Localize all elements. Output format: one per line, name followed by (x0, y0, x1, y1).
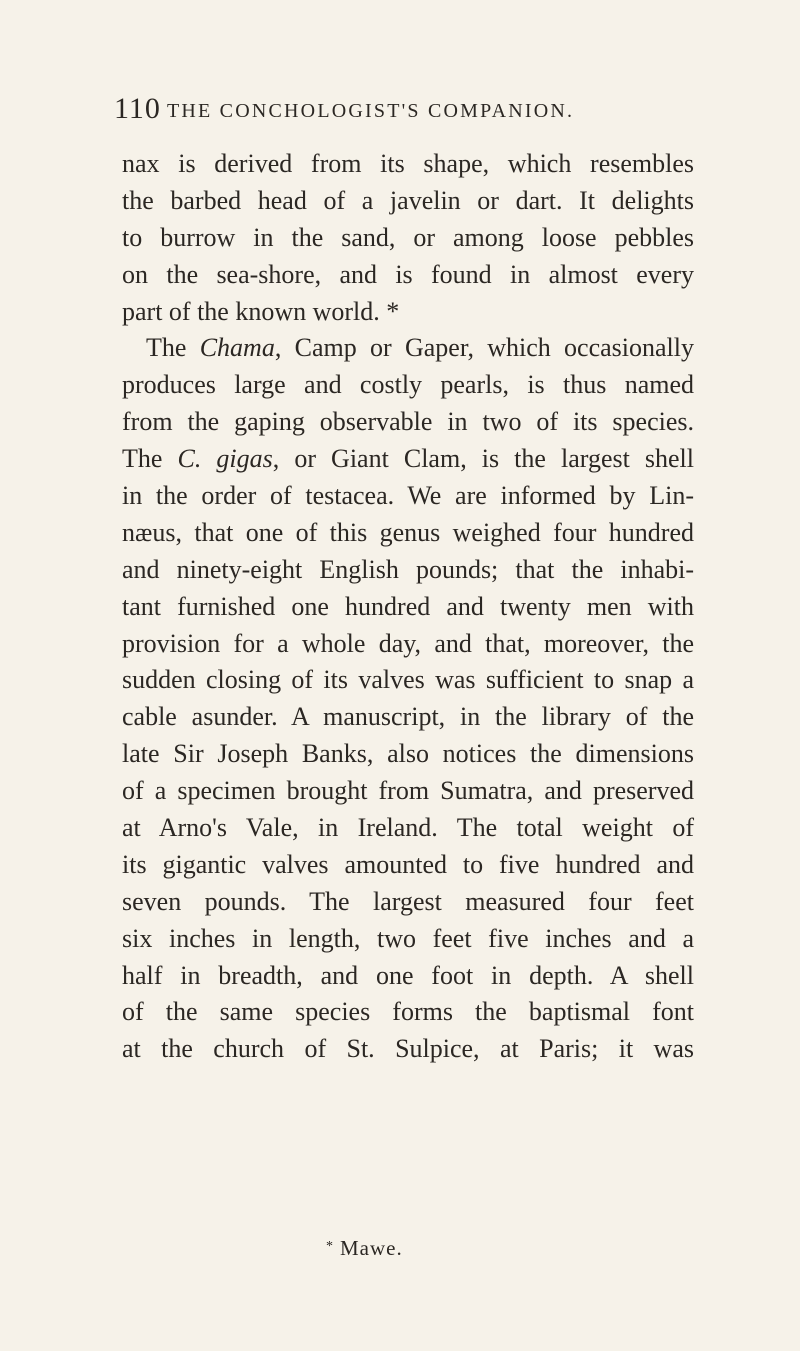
text-line: at Arno's Vale, in Ireland. The total weight of (122, 813, 694, 843)
text-line: part of the known world. * (122, 296, 400, 326)
text-line: at the church of St. Sulpice, at Paris; it was (122, 1034, 694, 1064)
text-line: of a specimen brought from Sumatra, and preserved (122, 776, 694, 806)
genus-name: Chama (199, 333, 275, 363)
text-line: the barbed head of a javelin or dart. It delights (122, 185, 694, 215)
text-line: cable asunder. A manuscript, in the library of the (122, 702, 694, 732)
text-line: in the order of testacea. We are informed by Lin- (122, 481, 694, 511)
text-line: næus, that one of this genus weighed four hundred (122, 517, 694, 547)
text-line: six inches in length, two feet five inches and a (122, 923, 694, 953)
text-line: late Sir Joseph Banks, also notices the dimensions (122, 739, 694, 769)
footnote-text: Mawe. (340, 1236, 403, 1260)
footnote (326, 1236, 403, 1261)
text-line: seven pounds. The largest measured four feet (122, 886, 694, 916)
page-header (114, 92, 734, 136)
running-head: THE CONCHOLOGIST'S COMPANION. (167, 100, 575, 122)
text-line: produces large and costly pearls, is thus named (122, 370, 694, 400)
text-line: tant furnished one hundred and twenty men with (122, 591, 694, 621)
body-text (122, 146, 694, 1068)
text-line: The C. gigas, or Giant Clam, is the largest shell (122, 444, 695, 474)
text-line: provision for a whole day, and that, moreover, the (122, 628, 694, 658)
text-line: The Chama, Camp or Gaper, which occasionally (146, 333, 695, 363)
text-line: sudden closing of its valves was sufficient to snap a (122, 665, 694, 695)
text-line: its gigantic valves amounted to five hundred and (122, 849, 694, 879)
text-line: nax is derived from its shape, which resembles (122, 149, 694, 178)
text-line: and ninety-eight English pounds; that the inhabi- (122, 554, 694, 584)
text-line: half in breadth, and one foot in depth. A shell (122, 960, 694, 990)
text-line: on the sea-shore, and is found in almost every (122, 259, 694, 289)
genus-name: C. gigas (177, 444, 273, 474)
text-line: to burrow in the sand, or among loose pebbles (122, 222, 694, 252)
text-line: from the gaping observable in two of its species. (122, 407, 694, 437)
text-line: of the same species forms the baptismal font (122, 997, 694, 1027)
page-number: 110 (114, 92, 161, 125)
footnote-marker: * (326, 1239, 334, 1254)
